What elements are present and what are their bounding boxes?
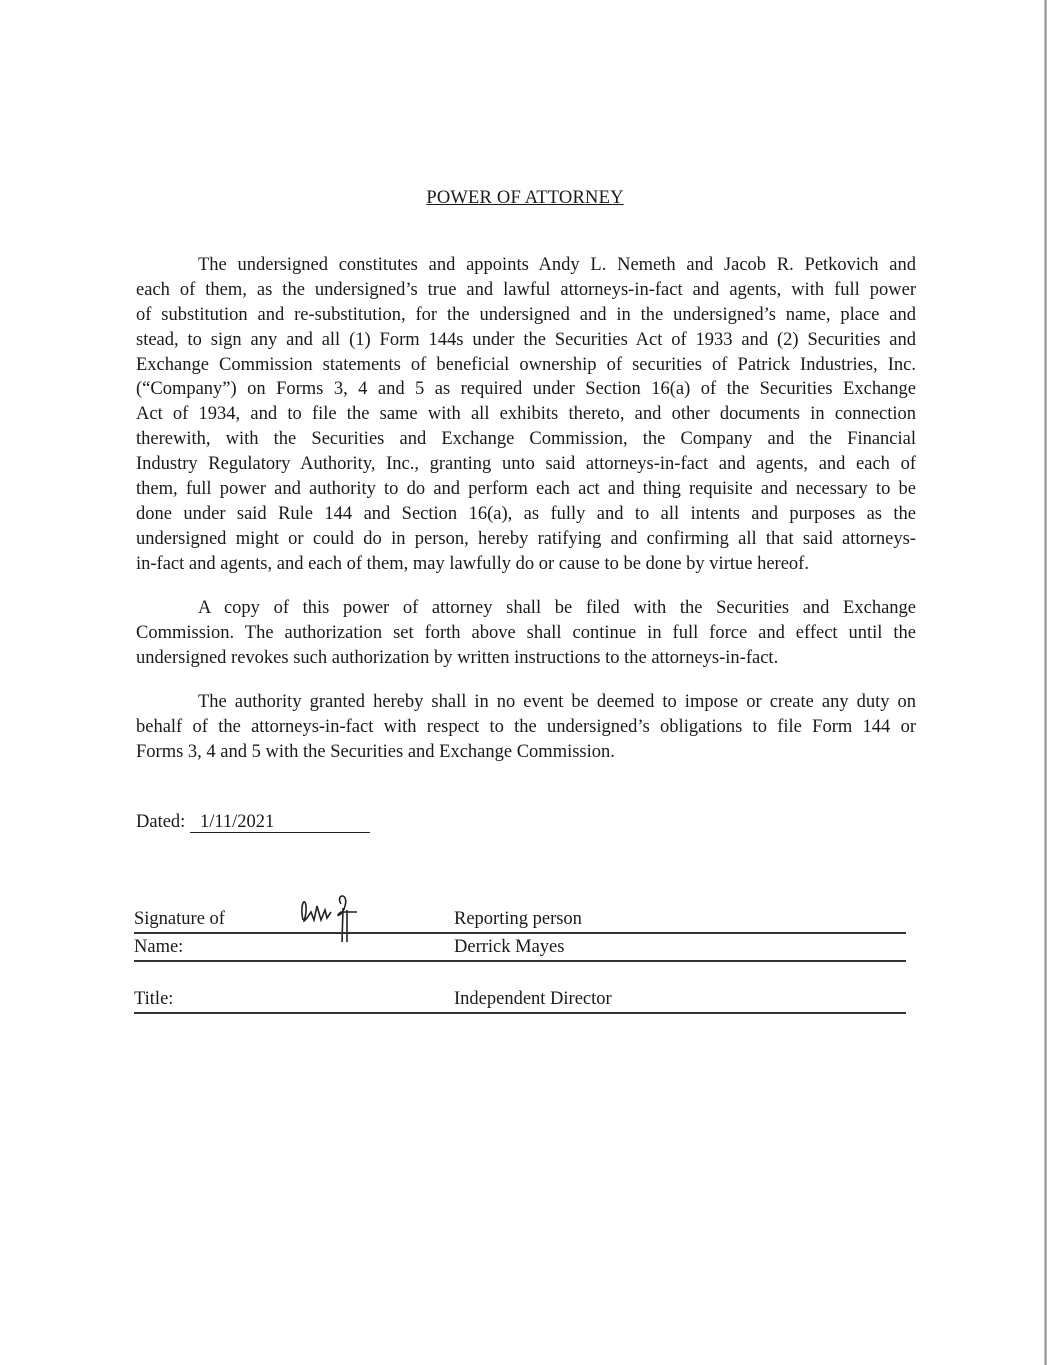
text-line: undersigned revokes such authorization by written instructions to the attorneys-in-fact. (136, 647, 779, 668)
signature-value: Reporting person (454, 909, 582, 929)
text-line: Commission. The authorization set forth above shall continue in full force and effect until the (136, 622, 916, 643)
text-line: Exchange Commission statements of beneficial ownership of securities of Patrick Industries, Inc. (136, 354, 916, 375)
paragraph-filing (136, 596, 916, 671)
title-row (134, 986, 906, 1014)
text-line: behalf of the attorneys-in-fact with respect to the undersigned’s obligations to file Form 144 or (136, 716, 916, 737)
text-line: in-fact and agents, and each of them, may lawfully do or cause to be done by virtue hereof. (136, 553, 809, 574)
name-label: Name: (134, 937, 184, 957)
title-value: Independent Director (454, 989, 612, 1009)
name-row (134, 934, 906, 962)
text-line: them, full power and authority to do and perform each act and thing requisite and necessary to be (136, 479, 916, 500)
text-line: Forms 3, 4 and 5 with the Securities and Exchange Commission. (136, 741, 615, 762)
text-line: therewith, with the Securities and Exchange Commission, the Company and the Financial (136, 429, 916, 450)
dated-label: Dated: (136, 812, 186, 832)
dated-value: 1/11/2021 (190, 812, 370, 833)
text-line: done under said Rule 144 and Section 16(a), as fully and to all intents and purposes as the (136, 503, 916, 524)
text-line: A copy of this power of attorney shall be filed with the Securities and Exchange (198, 598, 916, 618)
text-line: Act of 1934, and to file the same with all exhibits thereto, and other documents in connection (136, 404, 916, 425)
text-line: The authority granted hereby shall in no event be deemed to impose or create any duty on (198, 692, 916, 712)
text-line: each of them, as the undersigned’s true and lawful attorneys-in-fact and agents, with full power (136, 279, 916, 300)
signature-label: Signature of (134, 909, 225, 929)
paragraph-appointment (136, 253, 916, 577)
text-line: Industry Regulatory Authority, Inc., granting unto said attorneys-in-fact and agents, and each of (136, 454, 916, 475)
dated-line (136, 812, 370, 833)
text-line: stead, to sign any and all (1) Form 144s under the Securities Act of 1933 and (2) Securities and (136, 329, 916, 350)
title-label: Title: (134, 989, 174, 1009)
document-title: POWER OF ATTORNEY (426, 188, 624, 208)
text-line: The undersigned constitutes and appoints Andy L. Nemeth and Jacob R. Petkovich and (198, 255, 916, 275)
text-line: (“Company”) on Forms 3, 4 and 5 as required under Section 16(a) of the Securities Exchange (136, 379, 916, 400)
signature-row (134, 906, 906, 934)
text-line: undersigned might or could do in person, hereby ratifying and confirming all that said attorneys- (136, 528, 916, 549)
text-line: of substitution and re-substitution, for the undersigned and in the undersigned’s name, place and (136, 304, 916, 325)
name-value: Derrick Mayes (454, 937, 565, 957)
paragraph-authority (136, 690, 916, 765)
